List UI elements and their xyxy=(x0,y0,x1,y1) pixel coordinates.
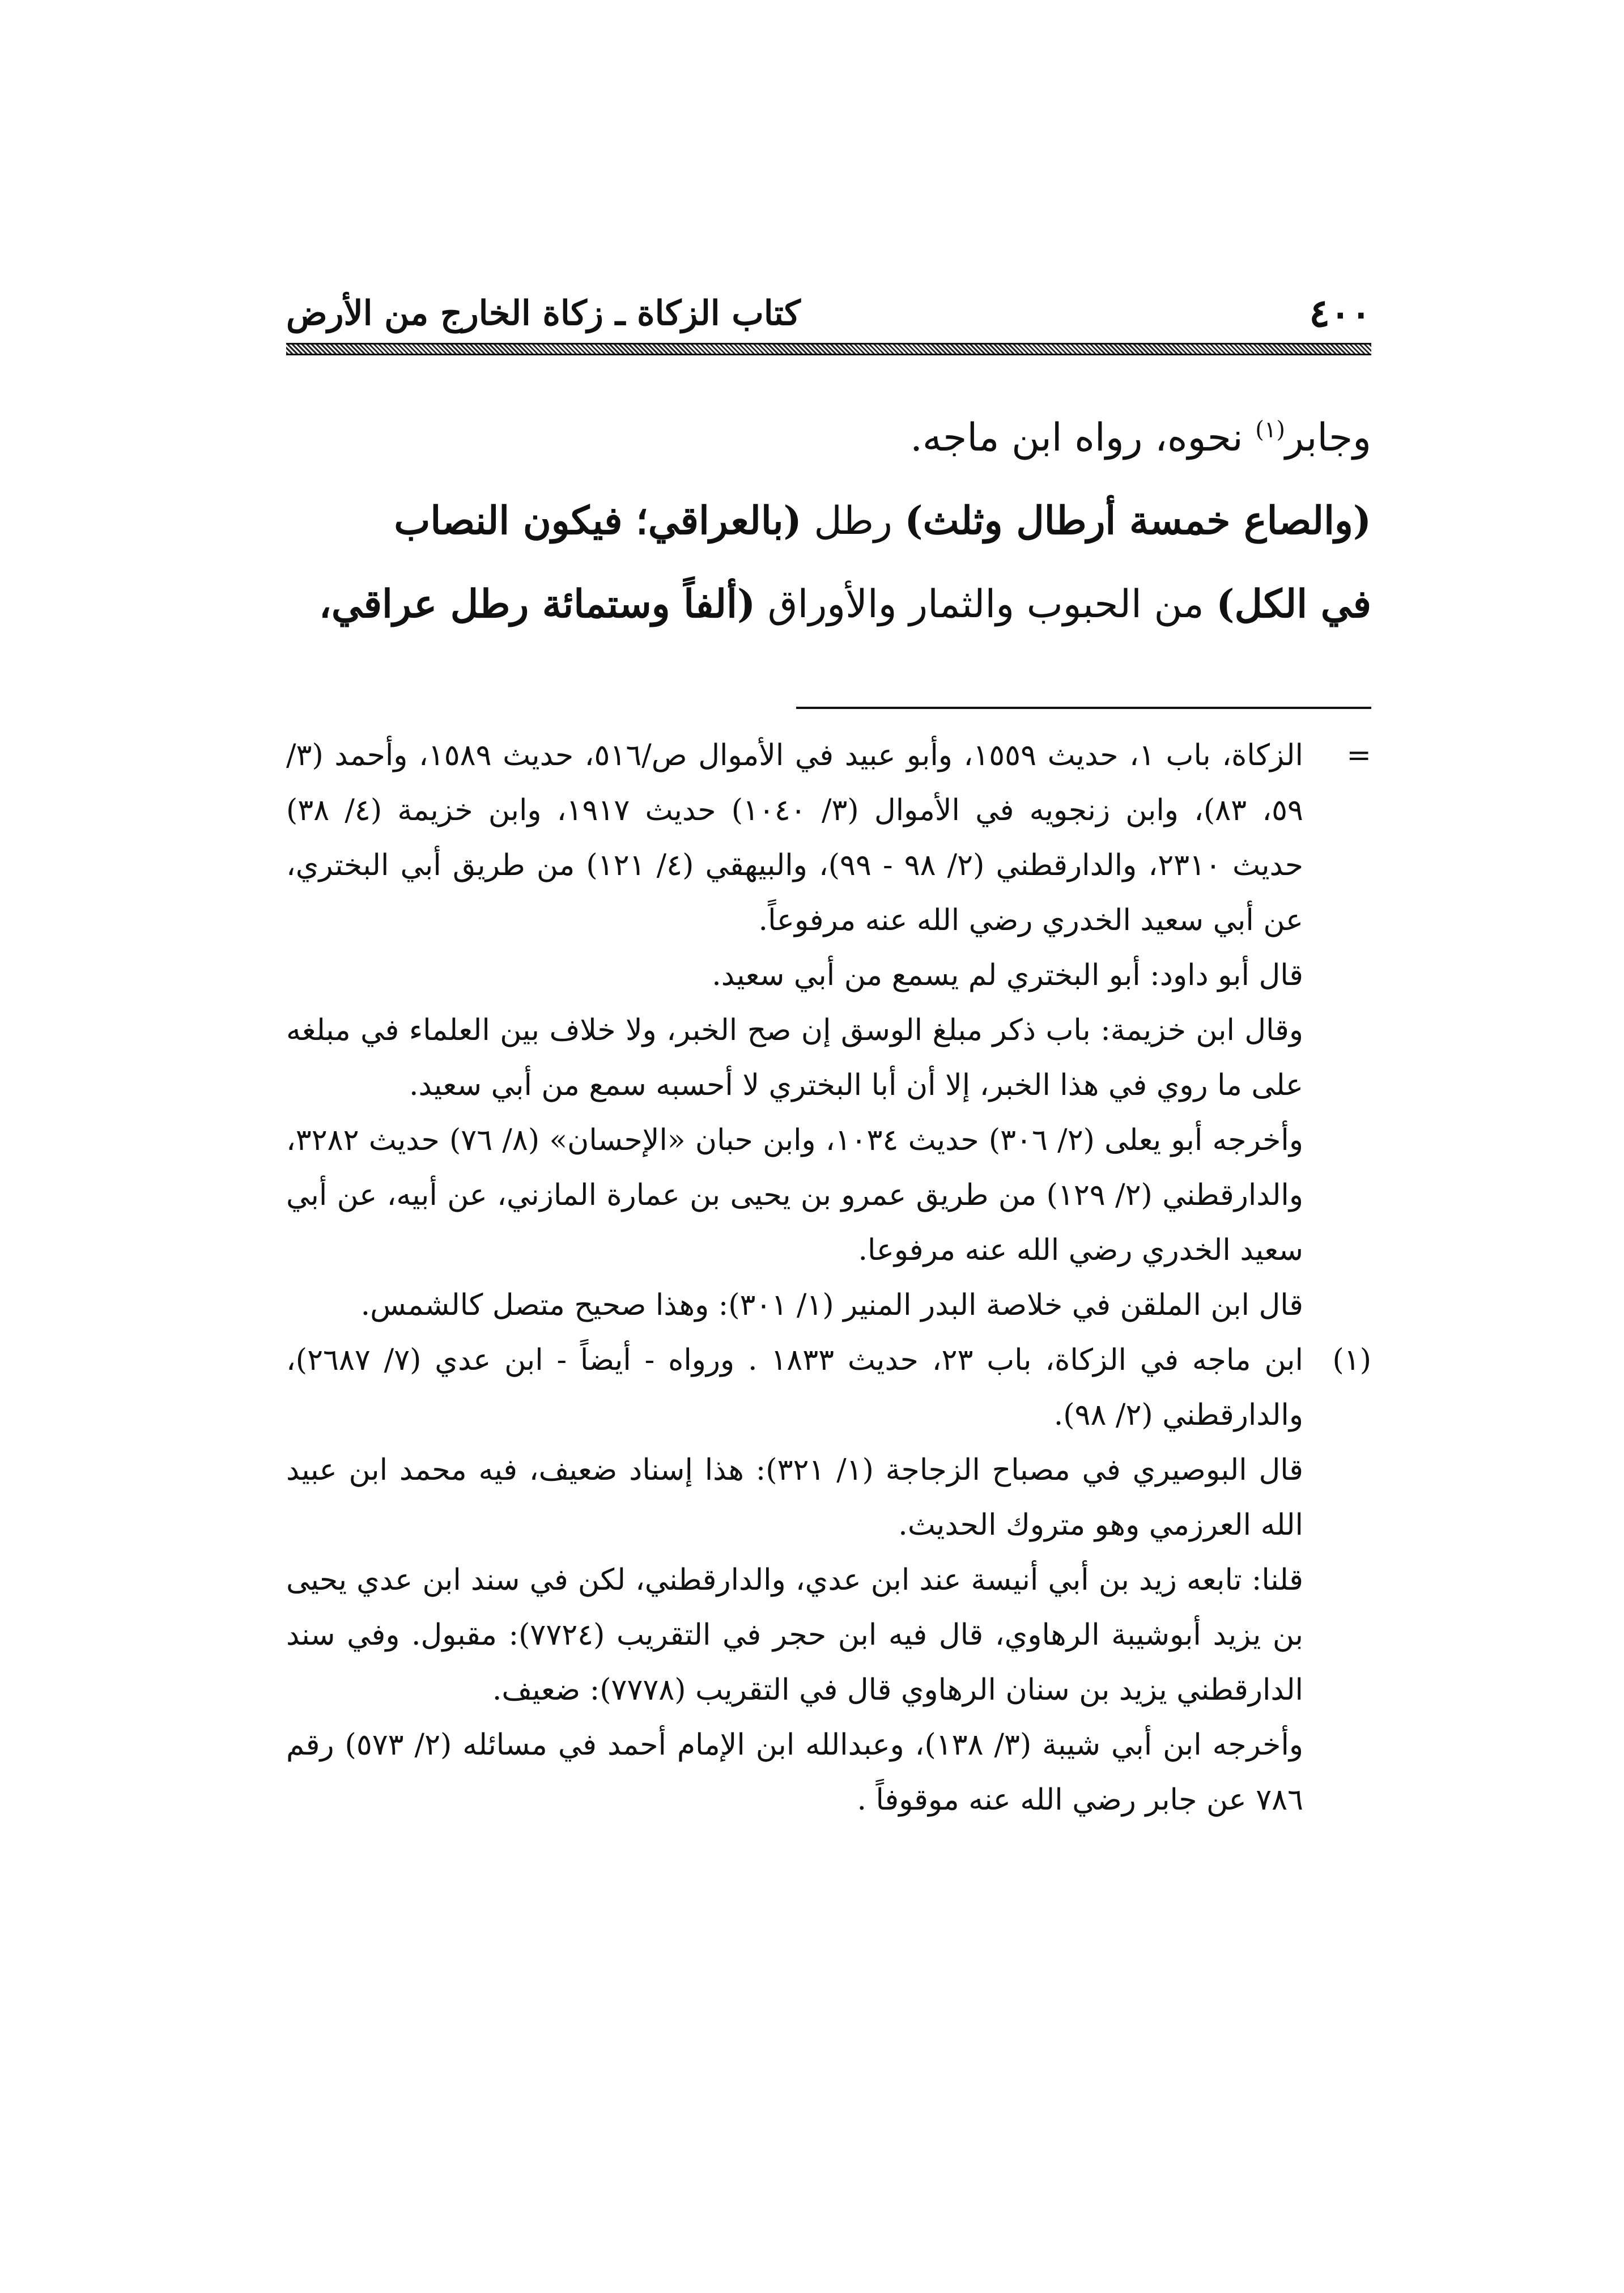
page-number: ٤٠٠ xyxy=(1309,291,1371,336)
footnote-paragraph: وأخرجه ابن أبي شيبة (٣/ ١٣٨)، وعبدالله ابن الإمام أحمد في مسائله (٢/ ٥٧٣) رقم ٧٨٦ عن جابر رضي الله عنه موقوفاً . xyxy=(286,1728,1304,1817)
commentary-text: رطل xyxy=(801,499,905,543)
footnote-paragraph: قال ابن الملقن في خلاصة البدر المنير (١/ ٣٠١): وهذا صحيح متصل كالشمس. xyxy=(360,1288,1303,1322)
main-line-1-end: نحوه، رواه ابن ماجه. xyxy=(910,415,1256,460)
main-line-1-start: وجابر xyxy=(1285,415,1371,460)
footnote-1 xyxy=(286,1333,1371,1828)
footnote-marker: (١) xyxy=(1332,1343,1371,1377)
main-line-3 xyxy=(286,563,1371,646)
footnote-marker: = xyxy=(1346,738,1371,772)
matn-text: (بالعراقي؛ فيكون النصاب xyxy=(394,498,802,543)
matn-text: (ألفاً وستمائة رطل عراقي، xyxy=(318,581,756,627)
header-rule xyxy=(286,343,1371,355)
main-line-2 xyxy=(286,479,1371,563)
main-text xyxy=(286,397,1371,646)
footnote-paragraph: وأخرجه أبو يعلى (٢/ ٣٠٦) حديث ١٠٣٤، وابن حبان «الإحسان» (٨/ ٧٦) حديث ٣٢٨٢، والدارقطني (٢/ ١٢٩) من طريق عمرو بن يحيى بن عمارة المازني، عن أبيه، عن أبي سعيد الخدري رضي الله عنه مرفوعا. xyxy=(286,1123,1303,1267)
page-header xyxy=(286,288,1371,339)
matn-text: في الكل) xyxy=(1216,581,1371,627)
footnote-paragraph: الزكاة، باب ١، حديث ١٥٥٩، وأبو عبيد في الأموال ص/٥١٦، حديث ١٥٨٩، وأحمد (٣/ ٥٩، ٨٣)، وابن زنجويه في الأموال (٣/ ١٠٤٠) حديث ١٩١٧، وابن خزيمة (٤/ ٣٨) حديث ٢٣١٠، والدارقطني (٢/ ٩٨ - ٩٩)، والبيهقي (٤/ ١٢١) من طريق أبي البختري، عن أبي سعيد الخدري رضي الله عنه مرفوعاً. xyxy=(286,738,1303,937)
footnote-ref-1: (١) xyxy=(1255,417,1285,443)
footnote-paragraph: ابن ماجه في الزكاة، باب ٢٣، حديث ١٨٣٣ . ورواه - أيضاً - ابن عدي (٧/ ٢٦٨٧)، والدارقطني (٢/ ٩٨). xyxy=(286,1343,1303,1432)
footnotes xyxy=(286,728,1371,1828)
matn-text: (والصاع خمسة أرطال وثلث) xyxy=(904,498,1371,543)
footnote-paragraph: قلنا: تابعه زيد بن أبي أنيسة عند ابن عدي، والدارقطني، لكن في سند ابن عدي يحيى بن يزيد أبوشيبة الرهاوي، قال فيه ابن حجر في التقريب (٧٧٢٤): مقبول. وفي سند الدارقطني يزيد بن سنان الرهاوي قال في التقريب (٧٧٧٨): ضعيف. xyxy=(286,1563,1303,1707)
running-title: كتاب الزكاة ـ زكاة الخارج من الأرض xyxy=(286,294,801,333)
footnote-paragraph: وقال ابن خزيمة: باب ذكر مبلغ الوسق إن صح الخبر، ولا خلاف بين العلماء في مبلغه على ما روي في هذا الخبر، إلا أن أبا البختري لا أحسبه سمع من أبي سعيد. xyxy=(286,1013,1303,1102)
footnote-paragraph: قال أبو داود: أبو البختري لم يسمع من أبي سعيد. xyxy=(712,958,1303,992)
footnote-separator xyxy=(796,707,1371,709)
commentary-text: من الحبوب والثمار والأوراق xyxy=(755,582,1217,627)
footnote-paragraph: قال البوصيري في مصباح الزجاجة (١/ ٣٢١): هذا إسناد ضعيف، فيه محمد ابن عبيد الله العرزمي وهو متروك الحديث. xyxy=(286,1453,1303,1542)
main-line-1 xyxy=(286,397,1371,479)
footnote-continued xyxy=(286,728,1371,1333)
